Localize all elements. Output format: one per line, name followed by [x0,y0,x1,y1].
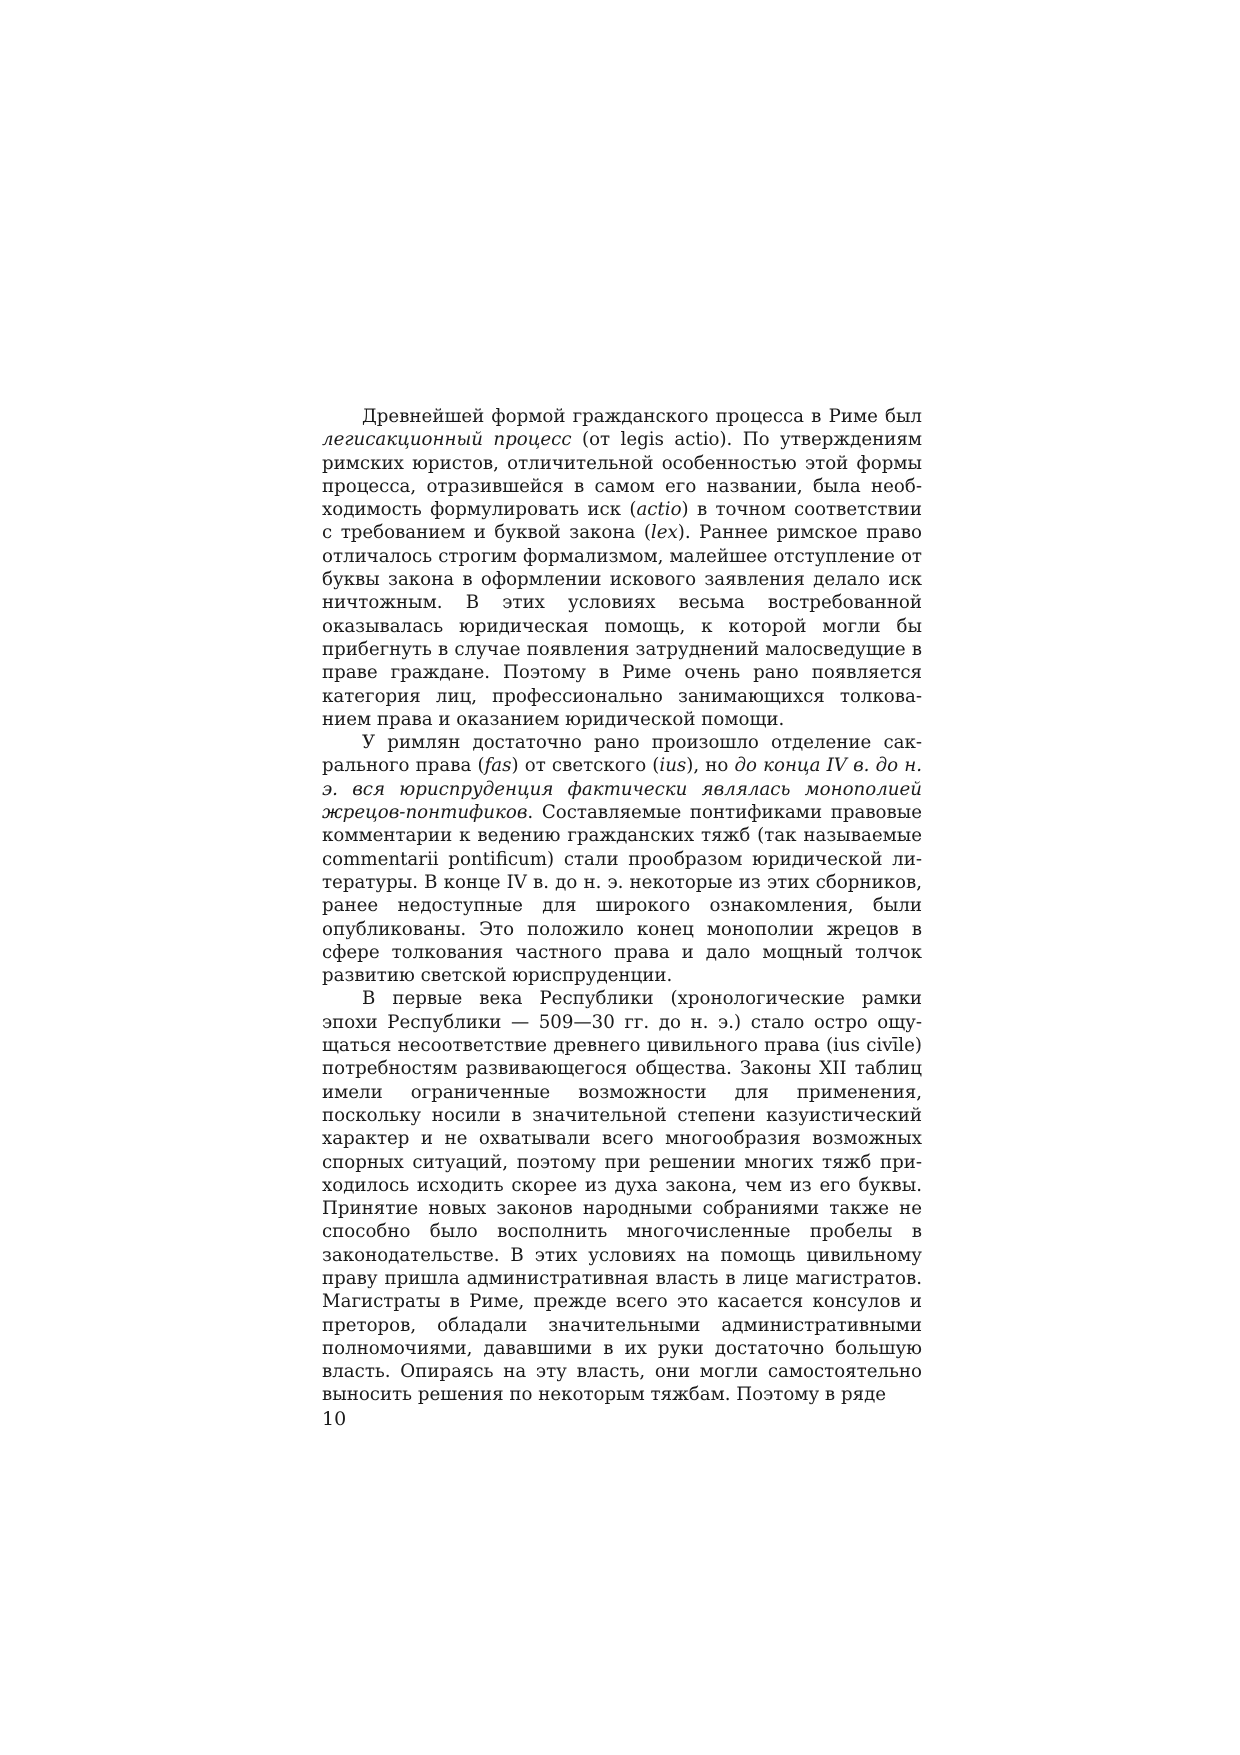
term-italic: lex [650,522,678,544]
text-segment: ) от светского ( [511,755,660,777]
term-italic: actio [636,499,682,521]
text-segment: (от legis actio). По утверждениям римских юристов, отличительной особенностью этой формы процесса, отразившейся в самом его названии, была необходимость формулировать иск ( [322,429,922,521]
term-italic: fas [484,755,512,777]
term-italic: легисакционный процесс [322,429,572,451]
paragraph-1 [322,405,922,731]
text-segment: В первые века Республики (хронологические рамки эпохи Республики — 509—30 гг. до н. э.) стало остро ощущаться несоответствие древнего цивильного права (ius civīle) потребностям развивающегося общества. Законы XII таблиц имели ограниченные возможности для применения, поскольку носили в значительной степени казуистический характер и не охватывали всего многообразия возможных спорных ситуаций, поэтому при решении многих тяжб приходилось исходить скорее из духа закона, чем из его буквы. Принятие новых законов народными собраниями также не способно было восполнить многочисленные пробелы в законодательстве. В этих условиях на помощь цивильному праву пришла административная власть в лице магистратов. Магистраты в Риме, прежде всего это касается консулов и преторов, обладали значительными административными полномочиями, дававшими в их руки достаточно большую власть. Опираясь на эту власть, они могли самостоятельно выносить решения по некоторым тяжбам. Поэтому в ряде [322,988,922,1406]
paragraph-3 [322,987,922,1406]
text-segment: . Составляемые понтификами правовые комментарии к ведению гражданских тяжб (так называемые commentarii pontificum) стали прообразом юридической литературы. В конце IV в. до н. э. некоторые из этих сборников, ранее недоступные для широкого ознакомления, были опубликованы. Это положило конец монополии жрецов в сфере толкования частного права и дало мощный толчок развитию светской юриспруденции. [322,802,922,987]
text-segment: ). Раннее римское право отличалось строгим формализмом, малейшее отступление от буквы закона в оформлении искового заявления делало иск ничтожным. В этих условиях весьма востребованной оказывалась юридическая помощь, к которой могли бы прибегнуть в случае появления затруднений малосведущие в праве граждане. Поэтому в Риме очень рано появляется категория лиц, профессионально занимающихся толкованием права и оказанием юридической помощи. [322,522,922,730]
text-segment: ) в точном соответствии с требованием и буквой закона ( [322,499,922,544]
text-segment: ), но [686,755,735,777]
text-segment: Древнейшей формой гражданского процесса в Риме был [362,406,922,427]
text-segment: У римлян достаточно рано произошло отделение сакрального права ( [322,732,922,777]
page-number: 10 [322,1408,347,1430]
paragraph-2 [322,731,922,987]
term-italic: ius [659,755,687,777]
emphasis-italic: до конца IV в. до н. э. вся юриспруденция фактически являлась монополией жрецов-понтификов [322,755,922,824]
body-text [322,405,922,1407]
